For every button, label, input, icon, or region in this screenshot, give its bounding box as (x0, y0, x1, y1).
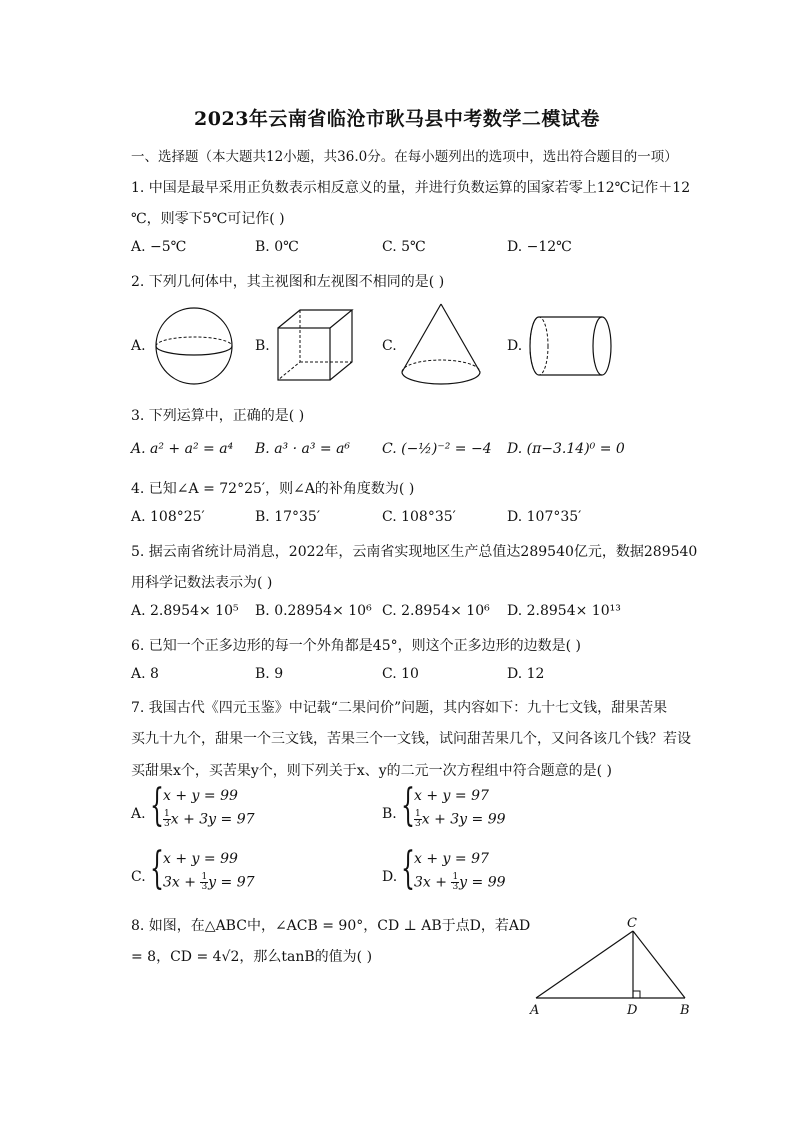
q1-stem-line2: ℃，则零下5℃可记作( ) (131, 211, 285, 227)
q7-d-eq1: x + y = 97 (414, 851, 489, 867)
q1-option-a[interactable]: A. −5℃ (131, 239, 187, 255)
q7-stem-line3: 买甜果x个，买苦果y个，则下列关于x、y的二元一次方程组中符合题意的是( ) (131, 763, 612, 779)
q2-stem: 2. 下列几何体中，其主视图和左视图不相同的是( ) (131, 274, 445, 290)
q2-option-a[interactable]: A. (131, 338, 146, 354)
q5-option-b[interactable]: B. 0.28954× 10⁶ (255, 603, 372, 619)
cube-figure (276, 308, 356, 384)
q1-options (131, 239, 691, 259)
q6-stem: 6. 已知一个正多边形的每一个外角都是45°，则这个正多边形的边数是( ) (131, 638, 581, 654)
q5-stem-line2: 用科学记数法表示为( ) (131, 575, 273, 591)
q5-option-c[interactable]: C. 2.8954× 10⁶ (382, 603, 490, 619)
q1-option-d[interactable]: D. −12℃ (507, 239, 572, 255)
q4-stem: 4. 已知∠A = 72°25′，则∠A的补角度数为( ) (131, 481, 415, 497)
cylinder-figure (527, 313, 615, 379)
q7-b-frac: $\frac{1}{3}$ (415, 809, 421, 829)
q7-b-eq2: $\frac{1}{3}$ x + 3y = 99 (415, 809, 506, 829)
q2-option-b[interactable]: B. (255, 338, 270, 354)
q8-stem-line1: 8. 如图，在△ABC中，∠ACB = 90°，CD ⊥ AB于点D，若AD (131, 918, 531, 934)
q3-options (131, 441, 691, 461)
q8-stem-line2: = 8，CD = 4√2，那么tanB的值为( ) (131, 949, 373, 965)
section-heading: 一、选择题（本大题共12小题，共36.0分。在每小题列出的选项中，选出符合题目的一项） (131, 149, 678, 165)
q5-stem-line1: 5. 据云南省统计局消息，2022年，云南省实现地区生产总值达289540亿元，数据289540 (131, 544, 698, 560)
q6-option-c[interactable]: C. 10 (382, 666, 419, 682)
cone-figure (399, 302, 483, 390)
exam-page: 2023年云南省临沧市耿马县中考数学二模试卷 一、选择题（本大题共12小题，共36.0分。在每小题列出的选项中，选出符合题目的一项） 1. 中国是最早采用正负数表示相反意义的量，并进行负数运算的国家若零上12℃记作＋12 ℃，则零下5℃可记作( ) A. −5℃ B. 0℃ C. 5℃ D. −12℃ 2. 下列几何体中，其主视图和左视图不相同的是( ) A. B. C. D. 3. 下列运算中，正确的是( ) A. a² + a² = a⁴ B. a³ · a³ = a⁶ C. (−½)⁻² = −4 D. (π−3.14)⁰ = 0 4. 已知∠A = 72°25′，则∠A的补角度数为( ) A. 108°25′ B. 17°35′ C. 108°35′ D. 107°35′ 5. 据云南省统计局消息，2022年，云南省实现地区生产总值达289540亿元，数据289540 用科学记数法表示为( ) A. 2.8954× 10⁵ B. 0.28954× 10⁶ C. 2.8954× 10⁶ D. 2.8954× 10¹³ 6. 已知一个正多边形的每一个外角都是45°，则这个正多边形的边数是( ) A. 8 B. 9 C. 10 D. 12 7. 我国古代《四元玉鉴》中记载“二果问价”问题，其内容如下：九十七文钱，甜果苦果 买九十九个，甜果一个三文钱，苦果三个一文钱，试问甜苦果几个，又问各该几个钱？若设 买甜果x个，买苦果y个，则下列关于x、y的二元一次方程组中符合题意的是( ) A. { x + y = 99 $\frac{1}{3}$ x + 3y = 97 B. { x + y = 97 $\frac{1}{3}$ x + 3y = 99 C. { x + y = 99 3x + $\frac{1}{3}$ y = 97 D. { x + y = 97 3x + $\frac{1}{3}$ y = 99 8. 如图，在△ABC中，∠ACB = 90°，CD ⊥ AB于点D，若AD = 8，CD = 4√2，那么tanB的值为( ) A B C D (0, 0, 794, 1123)
q5-option-a[interactable]: A. 2.8954× 10⁵ (131, 603, 239, 619)
q5-option-d[interactable]: D. 2.8954× 10¹³ (507, 603, 621, 619)
triangle-label-d: D (627, 1003, 638, 1018)
q1-stem-line1: 1. 中国是最早采用正负数表示相反意义的量，并进行负数运算的国家若零上12℃记作＋12 (131, 180, 691, 196)
q7-a-eq2: $\frac{1}{3}$ x + 3y = 97 (164, 809, 255, 829)
q6-option-d[interactable]: D. 12 (507, 666, 545, 682)
sphere-figure (150, 305, 240, 387)
q7-a-frac: $\frac{1}{3}$ (164, 809, 170, 829)
q4-options (131, 509, 691, 529)
triangle-label-a: A (530, 1003, 540, 1018)
q7-c-eq2: 3x + $\frac{1}{3}$ y = 97 (163, 872, 255, 892)
q7-d-frac: $\frac{1}{3}$ (452, 872, 459, 892)
q7-b-eq1: x + y = 97 (414, 788, 489, 804)
q6-option-a[interactable]: A. 8 (131, 666, 159, 682)
q7-option-c[interactable]: C. (131, 869, 146, 885)
q6-option-b[interactable]: B. 9 (255, 666, 284, 682)
q7-option-a[interactable]: A. (131, 806, 146, 822)
q3-option-d[interactable]: D. (π−3.14)⁰ = 0 (507, 441, 625, 457)
q1-option-b[interactable]: B. 0℃ (255, 239, 299, 255)
q3-option-c[interactable]: C. (−½)⁻² = −4 (382, 441, 492, 457)
q6-options (131, 666, 691, 686)
right-triangle-figure (530, 925, 695, 1005)
q7-d-eq2: 3x + $\frac{1}{3}$ y = 99 (414, 872, 506, 892)
q7-option-b[interactable]: B. (382, 806, 397, 822)
q7-a-eq1: x + y = 99 (163, 788, 238, 804)
q7-stem-line2: 买九十九个，甜果一个三文钱，苦果三个一文钱，试问甜苦果几个，又问各该几个钱？若设 (131, 731, 691, 747)
q4-option-c[interactable]: C. 108°35′ (382, 509, 456, 525)
q3-option-a[interactable]: A. a² + a² = a⁴ (131, 441, 234, 457)
q4-option-d[interactable]: D. 107°35′ (507, 509, 582, 525)
q5-options (131, 603, 691, 623)
q3-stem: 3. 下列运算中，正确的是( ) (131, 408, 305, 424)
exam-title: 2023年云南省临沧市耿马县中考数学二模试卷 (194, 108, 600, 130)
q2-option-d[interactable]: D. (507, 338, 523, 354)
q7-c-frac: $\frac{1}{3}$ (201, 872, 208, 892)
triangle-label-c: C (627, 916, 637, 931)
q7-stem-line1: 7. 我国古代《四元玉鉴》中记载“二果问价”问题，其内容如下：九十七文钱，甜果苦果 (131, 700, 668, 716)
q1-option-c[interactable]: C. 5℃ (382, 239, 426, 255)
q2-option-c[interactable]: C. (382, 338, 397, 354)
triangle-label-b: B (680, 1003, 690, 1018)
q3-option-b[interactable]: B. a³ · a³ = a⁶ (255, 441, 351, 457)
q7-c-eq1: x + y = 99 (163, 851, 238, 867)
q4-option-b[interactable]: B. 17°35′ (255, 509, 320, 525)
q4-option-a[interactable]: A. 108°25′ (131, 509, 205, 525)
q7-option-d[interactable]: D. (382, 869, 398, 885)
